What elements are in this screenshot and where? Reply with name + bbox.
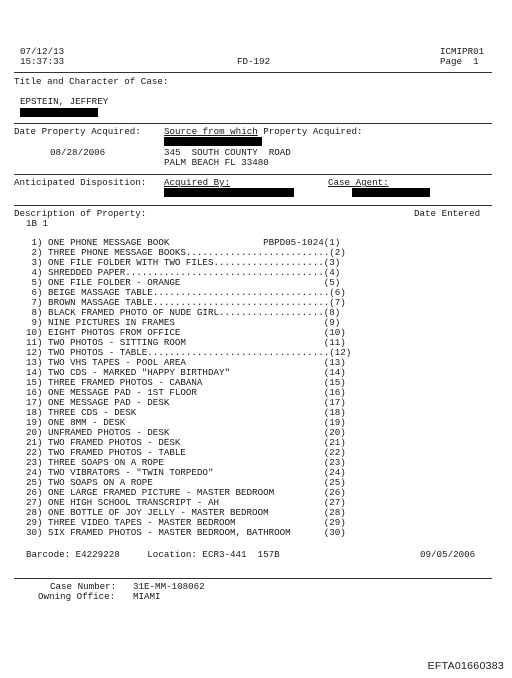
page-number: Page 1 <box>440 56 479 67</box>
barcode-location: Barcode: E4229228 Location: ECR3-441 157B <box>26 549 280 560</box>
divider <box>14 578 492 579</box>
divider <box>14 174 492 175</box>
list-item: 28) ONE BOTTLE OF JOY JELLY - MASTER BEDROOM (28) <box>26 507 346 518</box>
acquired-by-label: Acquired By: <box>164 177 231 188</box>
list-item: 24) TWO VIBRATORS - "TWIN TORPEDO" (24) <box>26 467 346 478</box>
list-item: 8) BLACK FRAMED PHOTO OF NUDE GIRL...................(8) <box>26 307 341 318</box>
list-item: 3) ONE FILE FOLDER WITH TWO FILES....................(3) <box>26 257 341 268</box>
source-label-underlined: Source from which <box>164 126 258 137</box>
list-item: 29) THREE VIDEO TAPES - MASTER BEDROOM (29) <box>26 517 346 528</box>
list-item: 25) TWO SOAPS ON A ROPE (25) <box>26 477 346 488</box>
list-item: 17) ONE MESSAGE PAD - DESK (17) <box>26 397 346 408</box>
list-item: 6) BEIGE MASSAGE TABLE................................(6) <box>26 287 346 298</box>
list-item: 18) THREE CDS - DESK (18) <box>26 407 346 418</box>
case-number-label: Case Number: <box>50 581 117 592</box>
list-item: 16) ONE MESSAGE PAD - 1ST FLOOR (16) <box>26 387 346 398</box>
list-item: 14) TWO CDS - MARKED "HAPPY BIRTHDAY" (14) <box>26 367 346 378</box>
title-label: Title and Character of Case: <box>14 76 169 87</box>
form-number: FD-192 <box>237 56 271 67</box>
redaction-bar <box>164 188 294 197</box>
list-item: 11) TWO PHOTOS - SITTING ROOM (11) <box>26 337 346 348</box>
divider <box>14 205 492 206</box>
list-item: 13) TWO VHS TAPES - POOL AREA (13) <box>26 357 346 368</box>
divider <box>14 72 492 73</box>
case-number: 31E-MM-108062 <box>133 581 205 592</box>
redaction-bar <box>352 188 430 197</box>
list-item: 30) SIX FRAMED PHOTOS - MASTER BEDROOM, BATHROOM (30) <box>26 527 346 538</box>
footer-document-id: EFTA01660383 <box>427 660 504 672</box>
list-item: 4) SHREDDED PAPER....................................(4) <box>26 267 341 278</box>
list-item: 9) NINE PICTURES IN FRAMES (9) <box>26 317 341 328</box>
address-line-1: 345 SOUTH COUNTY ROAD <box>164 147 291 158</box>
list-item: 12) TWO PHOTOS - TABLE.................................(12) <box>26 347 352 358</box>
list-item: 10) EIGHT PHOTOS FROM OFFICE (10) <box>26 327 346 338</box>
list-item: 22) TWO FRAMED PHOTOS - TABLE (22) <box>26 447 346 458</box>
owning-office-label: Owning Office: <box>38 591 116 602</box>
disposition-label: Anticipated Disposition: <box>14 177 147 188</box>
redaction-bar <box>164 137 262 146</box>
source-label <box>164 127 363 137</box>
list-item: 26) ONE LARGE FRAMED PICTURE - MASTER BEDROOM (26) <box>26 487 346 498</box>
list-item: 2) THREE PHONE MESSAGE BOOKS..........................(2) <box>26 247 346 258</box>
item-code: 1B 1 <box>26 218 49 229</box>
date-entered: 09/05/2006 <box>420 549 476 560</box>
source-label-rest: Property Acquired: <box>257 126 363 137</box>
case-name: EPSTEIN, JEFFREY <box>20 96 109 107</box>
list-item: 1) ONE PHONE MESSAGE BOOK PBPD05-1024(1) <box>26 237 341 248</box>
list-item: 23) THREE SOAPS ON A ROPE (23) <box>26 457 346 468</box>
list-item: 15) THREE FRAMED PHOTOS - CABANA (15) <box>26 377 346 388</box>
list-item: 27) ONE HIGH SCHOOL TRANSCRIPT - AH (27) <box>26 497 346 508</box>
redaction-bar <box>20 108 98 117</box>
description-label: Description of Property: <box>14 208 147 219</box>
date-entered-label: Date Entered <box>414 208 481 219</box>
list-item: 5) ONE FILE FOLDER - ORANGE (5) <box>26 277 341 288</box>
owning-office: MIAMI <box>133 591 161 602</box>
print-date: 07/12/13 <box>20 46 65 57</box>
list-item: 21) TWO FRAMED PHOTOS - DESK (21) <box>26 437 346 448</box>
list-item: 7) BROWN MASSAGE TABLE................................(7) <box>26 297 346 308</box>
date-acquired: 08/28/2006 <box>50 147 106 158</box>
address-line-2: PALM BEACH FL 33480 <box>164 157 269 168</box>
list-item: 20) UNFRAMED PHOTOS - DESK (20) <box>26 427 346 438</box>
divider <box>14 123 492 124</box>
case-agent-label: Case Agent: <box>328 177 389 188</box>
print-time: 15:37:33 <box>20 56 65 67</box>
system-id: ICMIPR01 <box>440 46 485 57</box>
list-item: 19) ONE 8MM - DESK (19) <box>26 417 346 428</box>
date-acquired-label: Date Property Acquired: <box>14 126 141 137</box>
